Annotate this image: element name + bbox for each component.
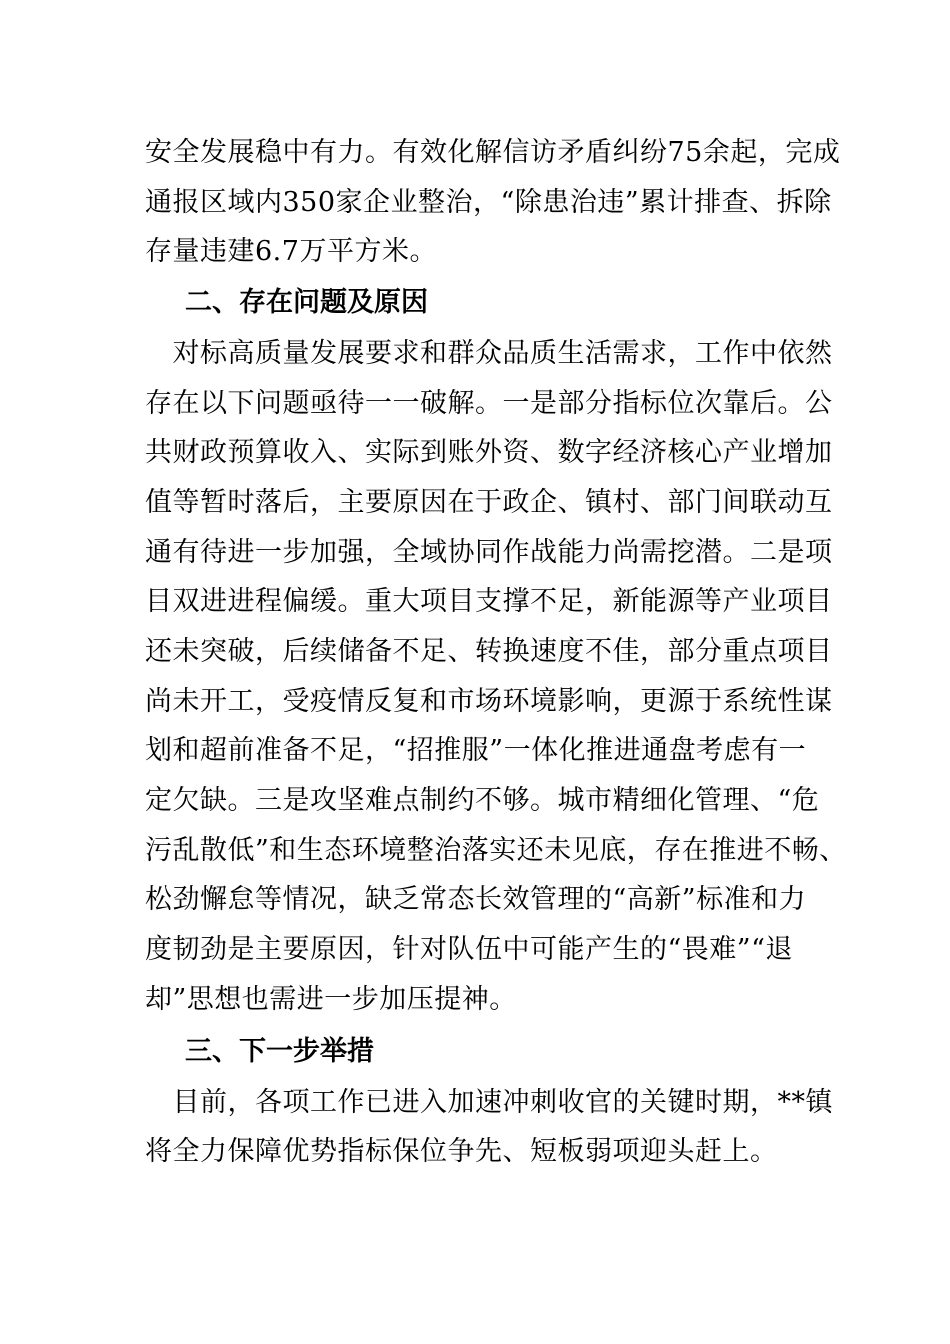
section-heading: 二、存在问题及原因 [185,287,428,318]
section-heading: 三、下一步举措 [185,1036,374,1067]
text-line: 松劲懈怠等情况，缺乏常态长效管理的“高新”标准和力 [145,884,807,915]
text-line: 通有待进一步加强，全域协同作战能力尚需挖潜。二是项 [145,537,833,568]
text-line: 共财政预算收入、实际到账外资、数字经济核心产业增加 [145,437,833,468]
text-line: 污乱散低”和生态环境整治落实还未见底，存在推进不畅、 [145,835,847,866]
text-line: 度韧劲是主要原因，针对队伍中可能产生的“畏难”“退 [145,934,793,965]
text-line: 却”思想也需进一步加压提神。 [145,984,517,1015]
text-line: 安全发展稳中有力。有效化解信访矛盾纠纷75余起，完成 [145,137,841,168]
text-line: 还未突破，后续储备不足、转换速度不佳，部分重点项目 [145,636,833,667]
text-line: 目双进进程偏缓。重大项目支撑不足，新能源等产业项目 [145,586,833,617]
text-line: 将全力保障优势指标保位争先、短板弱项迎头赶上。 [145,1136,778,1167]
text-line: 存在以下问题亟待一一破解。一是部分指标位次靠后。公 [145,388,833,419]
text-line: 通报区域内350家企业整治，“除患治违”累计排查、拆除 [145,187,832,218]
text-line: 存量违建6.7万平方米。 [145,236,437,267]
text-line: 定欠缺。三是攻坚难点制约不够。城市精细化管理、“危 [145,785,820,816]
text-line: 对标高质量发展要求和群众品质生活需求，工作中依然 [145,338,833,369]
text-line: 尚未开工，受疫情反复和市场环境影响，更源于系统性谋 [145,686,833,717]
text-line: 目前，各项工作已进入加速冲刺收官的关键时期，**镇 [145,1087,833,1118]
text-line: 划和超前准备不足，“招推服”一体化推进通盘考虑有一 [145,735,807,766]
text-line: 值等暂时落后，主要原因在于政企、镇村、部门间联动互 [145,487,833,518]
